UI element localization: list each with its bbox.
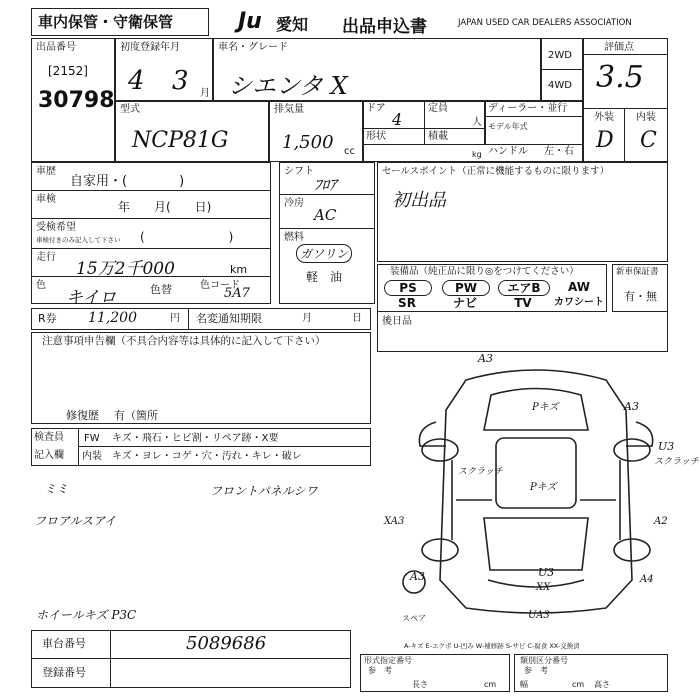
memo-line2: フロントパネルシワ (210, 484, 318, 498)
shift-label: シフト (284, 166, 314, 177)
shape-label: 形状 (366, 131, 386, 142)
shift-value: ﾌﾛｱ (314, 176, 337, 194)
notes-label: 注意事項申告欄（不具合内容等は具体的に記入して下さい） (42, 335, 326, 347)
fw-items: キズ・飛石・ヒビ割・リペア跡・X要 (112, 433, 279, 444)
selling-value: 初出品 (392, 190, 446, 211)
mileage-value: 15万2千000 (76, 259, 175, 279)
chassis-label: 車台番号 (42, 637, 86, 650)
month-unit: 月 (200, 88, 210, 99)
warranty-value: 有・無 (624, 290, 657, 303)
color-change-label: 色替 (150, 283, 172, 296)
grade-label: 評価点 (604, 42, 634, 53)
inspect-recv-note: 車検付きのみ記入して下さい (36, 236, 121, 244)
interior-label: 内装 (82, 451, 102, 462)
inspector-label1: 検査員 (34, 432, 64, 443)
capacity-label: 定員 (428, 103, 448, 114)
damage-legend: A-キズ E-エクボ U-凹み W-補修跡 S-サビ C-腐食 XX-交換済 (404, 642, 580, 650)
warranty-label: 新車保証書 (616, 267, 659, 277)
handle-lr: 左・右 (544, 146, 574, 157)
car-name-label: 車名・グレード (218, 42, 288, 53)
size-right-cm: cm (572, 680, 585, 689)
diag-mark-4: U3 (658, 440, 675, 453)
aircon-label: 冷房 (284, 198, 304, 209)
color-label: 色 (36, 280, 46, 291)
door-value: 4 (392, 110, 403, 129)
reg-label: 登録番号 (42, 666, 86, 679)
memo-line3: フロアルスアイ (34, 514, 117, 528)
storage-title: 車内保管・守衛保管 (38, 13, 174, 31)
size-left-cm: cm (484, 680, 497, 689)
equip-airbag: エアB (498, 280, 550, 296)
inspect-recv-paren: ( ) (140, 230, 234, 244)
first-reg-month: 3 (172, 66, 189, 96)
form-title: 出品申込書 (342, 17, 427, 37)
fw-label: FW (84, 433, 100, 444)
load-label: 積載 (428, 131, 448, 142)
history-label: 車歴 (36, 166, 56, 177)
equip-tv: TV (514, 296, 532, 310)
memo-line4: ホイールキズ P3C (36, 608, 137, 622)
logo-text: 愛知 (276, 15, 309, 34)
interior-items: キズ・ヨレ・コゲ・穴・汚れ・キレ・破レ (112, 451, 302, 462)
color-code-label: 色コード (200, 280, 240, 291)
diag-mark-9: A2 (654, 516, 668, 527)
aircon-value: AC (314, 206, 337, 224)
selling-box (377, 162, 668, 262)
dealer-label: ディーラー・並行 (488, 103, 568, 114)
recycle-value: 11,200 (88, 310, 137, 326)
grade-score: 3.5 (596, 60, 644, 95)
ext-value: D (596, 128, 614, 153)
diag-mark-12: XX (536, 582, 551, 593)
diag-mark-7: Pキズ (530, 482, 557, 493)
mileage-unit: km (230, 263, 248, 276)
selling-label: セールスポイント（正常に機能するものに限ります） (382, 166, 610, 177)
size-left-length: 長さ (412, 680, 428, 689)
inspector-label2: 記入欄 (34, 450, 64, 461)
notice-month: 月 (302, 313, 312, 324)
door-label: ドア (366, 103, 386, 114)
notice-day: 日 (352, 313, 362, 324)
fuel-label: 燃料 (284, 232, 304, 243)
displacement-value: 1,500 (282, 132, 334, 153)
size-right-label2: 参 考 (524, 666, 548, 675)
car-name-value: シエンタ X (228, 72, 348, 100)
int-label: 内装 (636, 112, 656, 123)
first-reg-label: 初度登録年月 (120, 42, 180, 53)
notice-label: 名変通知期限 (196, 312, 262, 325)
back-label-box (377, 312, 668, 352)
color-code-value: 5A7 (224, 286, 250, 301)
lot-number: 30798 (38, 88, 115, 113)
size-right-width: 幅 (520, 680, 528, 689)
equip-ps: PS (384, 280, 432, 296)
size-right-label1: 類別区分番号 (520, 656, 568, 665)
model-value: NCP81G (132, 128, 229, 153)
model-year-label: モデル年式 (488, 122, 528, 131)
ju-logo: Ju (238, 9, 262, 34)
diag-mark-6: スクラッチ (654, 457, 699, 467)
chassis-value: 5089686 (186, 633, 267, 654)
association-name: JAPAN USED CAR DEALERS ASSOCIATION (458, 18, 632, 28)
diag-mark-5: スクラッチ (458, 467, 503, 477)
memo-line1: ミミ (44, 482, 69, 496)
diag-mark-10: A3 (410, 570, 425, 583)
handle-label: ハンドル (488, 146, 528, 157)
lot-bracket: [2152] (48, 64, 88, 78)
equipment-label: 装備品（純正品に限り◎をつけてください） (390, 266, 579, 277)
equip-navi: ナビ (452, 296, 477, 310)
drive-4wd: 4WD (548, 80, 572, 91)
size-right-height: 高さ (594, 680, 610, 689)
equip-leather: カワシート (554, 297, 604, 308)
diag-mark-13: A4 (640, 574, 654, 585)
diag-mark-1: A3 (478, 352, 493, 365)
history-value: 自家用・( ) (70, 174, 185, 189)
repair-label: 修復歴 (66, 409, 99, 422)
recycle-label: R券 (38, 312, 57, 325)
int-value: C (640, 128, 657, 153)
lot-label: 出品番号 (36, 42, 76, 53)
fuel-diesel: 軽 油 (306, 270, 343, 284)
equip-pw: PW (442, 280, 490, 296)
load-unit: kg (472, 150, 482, 159)
equip-aw: AW (568, 280, 590, 294)
equip-sr: SR (398, 296, 416, 310)
diag-mark-11: U3 (538, 566, 555, 579)
diag-mark-8: XA3 (384, 516, 405, 527)
storage-title-box (31, 8, 209, 36)
diag-mark-3: A3 (624, 400, 639, 413)
color-value: キイロ (66, 288, 117, 308)
size-left-label1: 形式指定番号 (364, 656, 412, 665)
inspection-text: 年 月( 日) (118, 200, 212, 214)
first-reg-year: 4 (128, 66, 145, 96)
displacement-label: 排気量 (274, 104, 304, 115)
inspection-label: 車検 (36, 194, 56, 205)
fuel-value: ガソリン (296, 244, 352, 263)
inspect-recv-label: 受検希望 (36, 222, 76, 233)
size-left-label2: 参 考 (368, 666, 392, 675)
ext-label: 外装 (594, 112, 614, 123)
diag-mark-2: Pキズ (532, 402, 559, 413)
drive-2wd: 2WD (548, 50, 572, 61)
repair-value: 有（箇所 (114, 409, 158, 422)
spare-label: スペア (402, 614, 426, 623)
diag-mark-14: UA3 (528, 610, 550, 621)
model-label: 型式 (120, 104, 140, 115)
back-label: 後日品 (382, 316, 412, 327)
mileage-label: 走行 (36, 252, 56, 263)
recycle-unit: 円 (170, 313, 180, 324)
capacity-unit: 人 (472, 117, 482, 128)
displacement-unit: cc (344, 146, 355, 157)
